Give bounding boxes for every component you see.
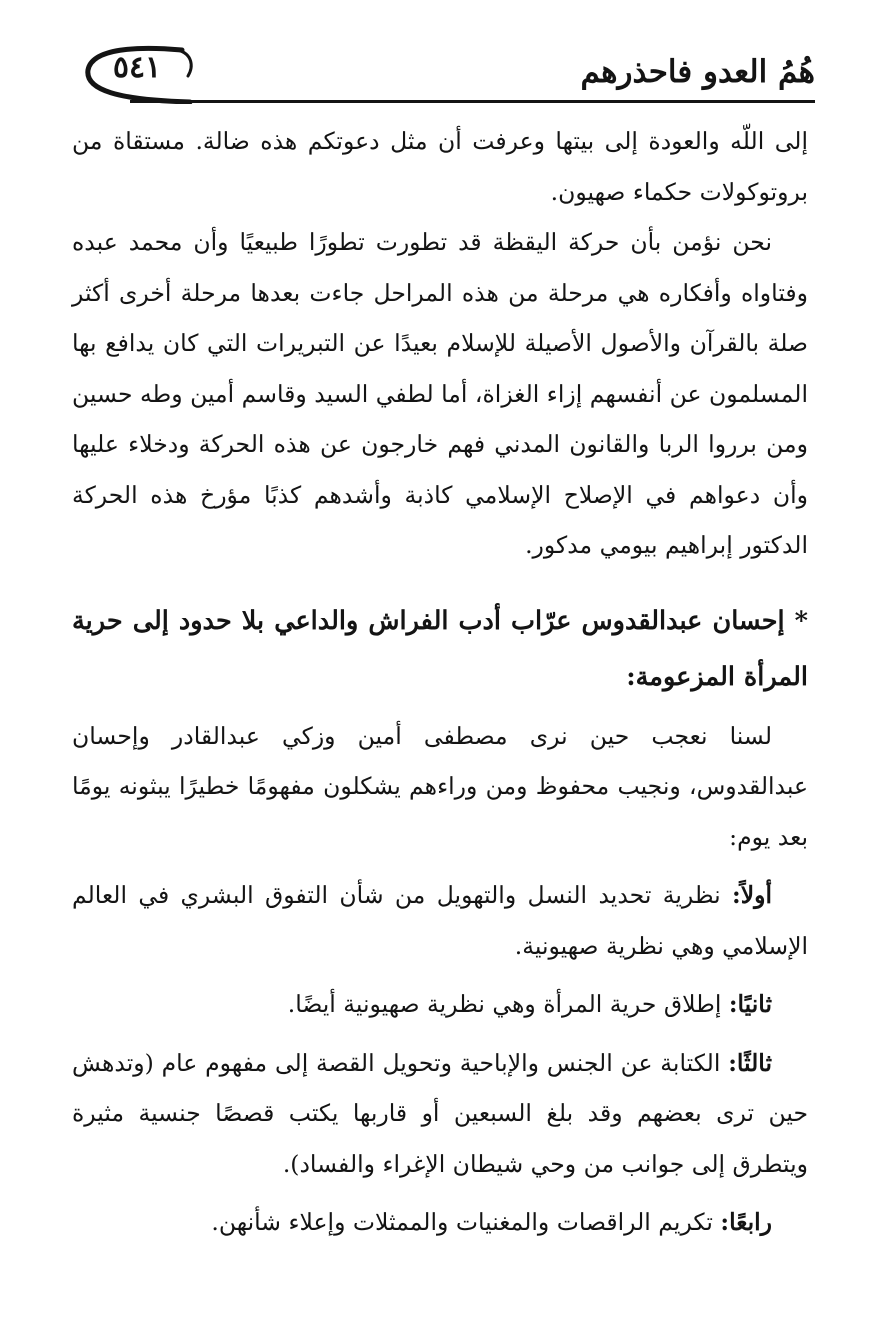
header-rule [130,100,815,103]
page-number: ٥٤١ [112,50,162,85]
list-item-text: الكتابة عن الجنس والإباحية وتحويل القصة إلى مفهوم عام (وتدهش حين ترى بعضهم وقد بلغ السبعين أو قاربها يكتب قصصًا جنسية مثيرة ويتطرق إلى جوانب من وحي شيطان الإغراء والفساد). [72,1048,808,1178]
list-item-second [72,979,808,1030]
page-header [70,38,815,118]
list-item-third [72,1038,808,1190]
list-item-fourth [72,1197,808,1248]
page-number-badge [78,44,196,100]
list-item-text: تكريم الراقصات والمغنيات والممثلات وإعلاء شأنهن. [211,1208,721,1236]
list-item-label: أولاً: [732,881,772,909]
paragraph-continuation: إلى اللّه والعودة إلى بيتها وعرفت أن مثل دعوتكم هذه ضالة. مستقاة من بروتوكولات حكماء صهيون. [72,127,808,206]
list-item-text: إطلاق حرية المرأة وهي نظرية صهيونية أيضًا. [287,990,729,1018]
body-text [72,116,808,1248]
list-item-label: ثانيًا: [728,990,772,1018]
paragraph: نحن نؤمن بأن حركة اليقظة قد تطورت تطورًا طبيعيًا وأن محمد عبده وفتاواه وأفكاره هي مرحلة من هذه المراحل جاءت بعدها مرحلة أخرى أكثر صلة بالقرآن والأصول الأصيلة للإسلام بعيدًا عن التبريرات التي كان يدافع بها المسلمون عن أنفسهم إزاء الغزاة، أما لطفي السيد وقاسم أمين وطه حسين ومن برروا الربا والقانون المدني فهم خارجون عن هذه الحركة ودخلاء عليها وأن دعواهم في الإصلاح الإسلامي كاذبة وأشدهم كذبًا مؤرخ هذه الحركة الدكتور إبراهيم بيومي مدكور. [72,228,808,559]
running-title: هُمُ العدو فاحذرهم [580,54,815,90]
section-intro: لسنا نعجب حين نرى مصطفى أمين وزكي عبدالقادر وإحسان عبدالقدوس، ونجيب محفوظ ومن وراءهم يشكلون مفهومًا خطيرًا يبثونه يومًا بعد يوم: [72,721,808,851]
list-item-label: رابعًا: [720,1208,772,1236]
list-item-label: ثالثًا: [728,1048,772,1077]
section-heading: * إحسان عبدالقدوس عرّاب أدب الفراش والداعي بلا حدود إلى حرية المرأة المزعومة: [72,605,808,692]
list-item-first [72,870,808,971]
list-item-text: نظرية تحديد النسل والتهويل من شأن التفوق البشري في العالم الإسلامي وهي نظرية صهيونية. [72,881,808,960]
